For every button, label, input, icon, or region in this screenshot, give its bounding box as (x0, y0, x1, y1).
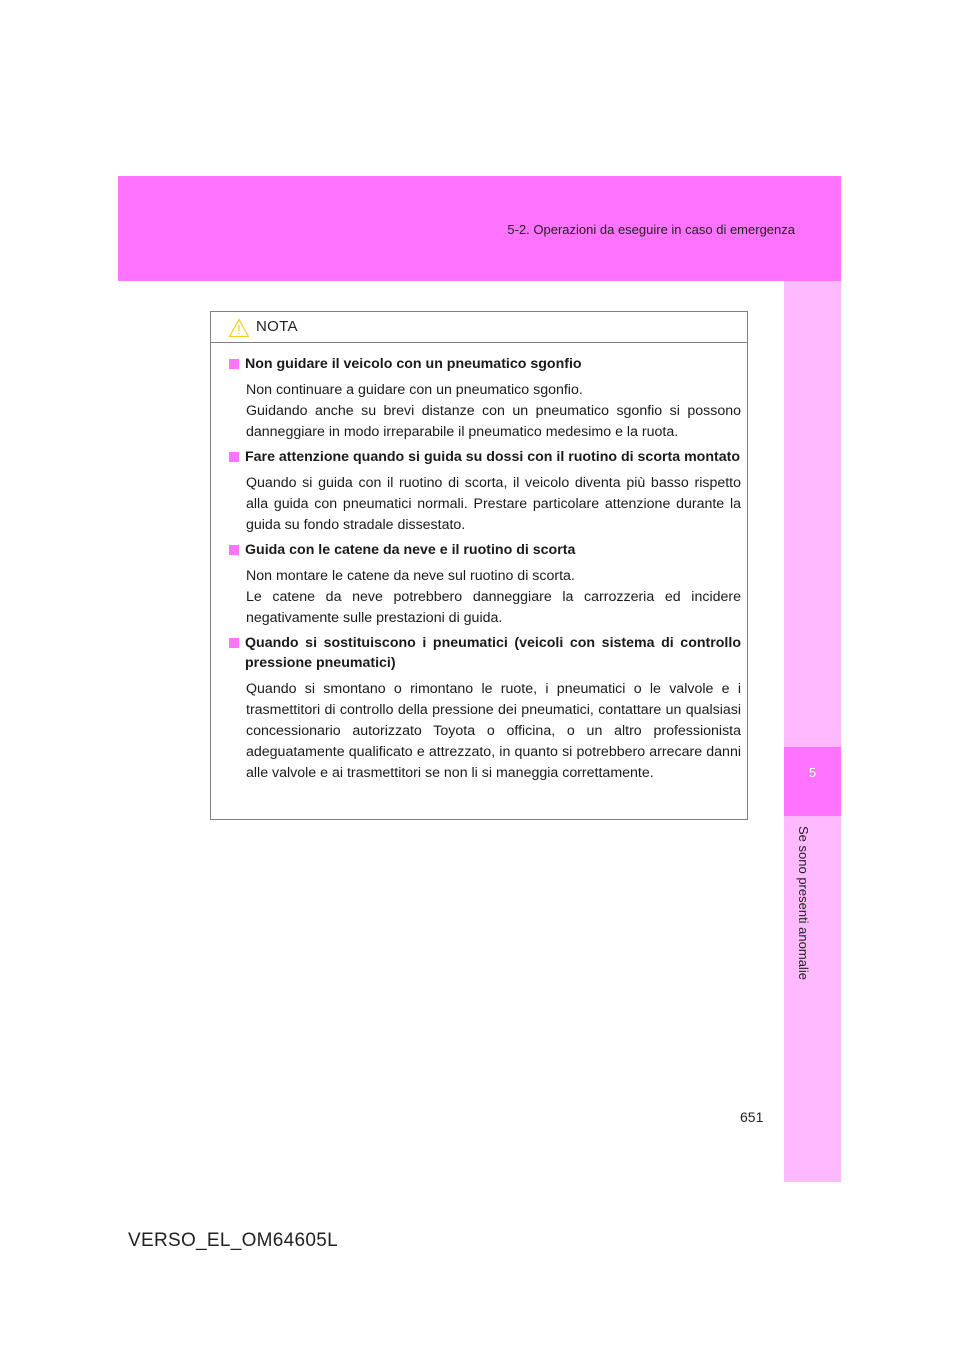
section-paragraph: Le catene da neve potrebbero danneggiare la carrozzeria ed incidere negativamente sulle prestazioni di guida. (246, 589, 741, 626)
square-bullet-icon (229, 452, 239, 462)
note-title: NOTA (256, 318, 298, 335)
section-text (246, 566, 741, 629)
section-paragraph: Non continuare a guidare con un pneumatico sgonfio. (246, 382, 583, 398)
header-band (118, 176, 841, 281)
section-heading-text: Fare attenzione quando si guida su dossi con il ruotino di scorta montato (245, 449, 741, 465)
note-section (229, 633, 741, 784)
page-number: 651 (740, 1109, 764, 1125)
square-bullet-icon (229, 638, 239, 648)
note-section (229, 354, 741, 443)
chapter-label: Se sono presenti anomalie (796, 826, 811, 980)
chapter-number-tab (784, 747, 841, 816)
side-tab (784, 281, 841, 1182)
section-heading-text: Guida con le catene da neve e il ruotino di scorta (245, 542, 576, 558)
chapter-number: 5 (808, 765, 817, 780)
section-paragraph: Quando si smontano o rimontano le ruote, i pneumatici o le valvole e i trasmettitori di controllo della pressione dei pneumatici, contattare un qualsiasi concessionario autorizzato Toyota o officina, o un altro professionista adeguatamente qualificato e attrezzato, in quanto si potrebbero arrecare danni alle valvole e ai trasmettitori se non li si maneggia correttamente. (246, 681, 741, 781)
section-paragraph: Guidando anche su brevi distanze con un pneumatico sgonfio si possono danneggiare in modo irreparabile il pneumatico medesimo e la ruota. (246, 403, 741, 440)
square-bullet-icon (229, 359, 239, 369)
section-heading (229, 354, 741, 374)
section-heading (229, 540, 741, 560)
section-text (246, 473, 741, 536)
square-bullet-icon (229, 545, 239, 555)
note-box (210, 311, 748, 820)
section-paragraph: Non montare le catene da neve sul ruotino di scorta. (246, 568, 575, 584)
section-heading-text: Non guidare il veicolo con un pneumatico sgonfio (245, 356, 582, 372)
section-paragraph: Quando si guida con il ruotino di scorta, il veicolo diventa più basso rispetto alla guida con pneumatici normali. Prestare particolare attenzione durante la guida su fondo stradale dissestato. (246, 475, 741, 533)
section-text (246, 380, 741, 443)
section-title: 5-2. Operazioni da eseguire in caso di emergenza (507, 222, 795, 237)
section-heading-text: Quando si sostituiscono i pneumatici (veicoli con sistema di controllo pressione pneumatici) (245, 635, 741, 671)
warning-triangle-icon (228, 318, 250, 338)
note-section (229, 540, 741, 629)
note-header (211, 312, 747, 343)
note-section (229, 447, 741, 536)
section-heading (229, 447, 741, 467)
note-body (211, 343, 747, 784)
section-heading (229, 633, 741, 673)
section-text (246, 679, 741, 784)
document-code: VERSO_EL_OM64605L (128, 1230, 338, 1251)
